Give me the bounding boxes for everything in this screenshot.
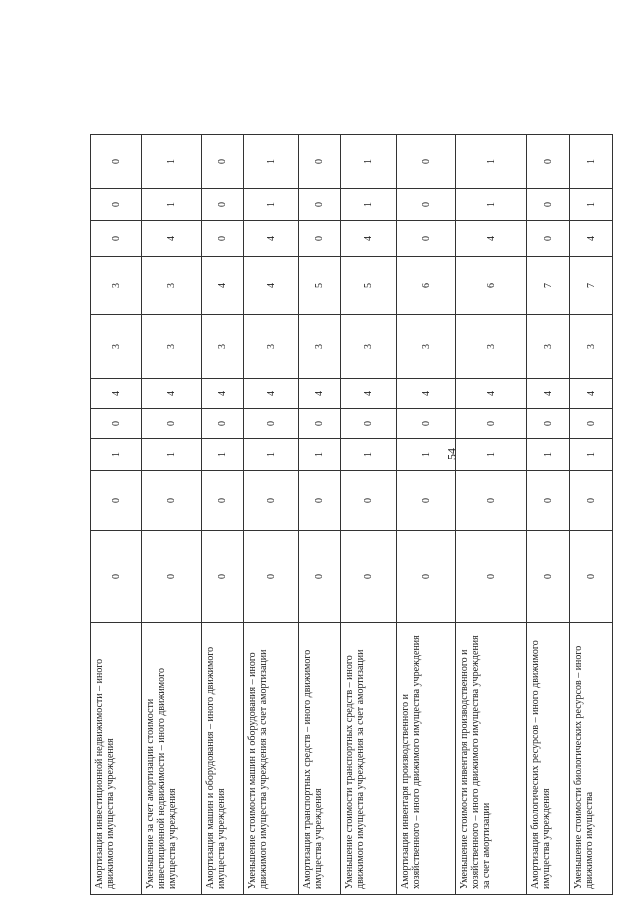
code-cell: 1 (570, 439, 613, 471)
code-cell: 0 (341, 531, 397, 623)
code-cell: 4 (244, 257, 299, 315)
code-cell: 4 (299, 379, 341, 409)
code-cell: 1 (244, 439, 299, 471)
code-cell: 4 (202, 257, 244, 315)
code-cell: 4 (397, 379, 456, 409)
code-cell: 4 (456, 221, 527, 257)
code-cell: 4 (244, 221, 299, 257)
code-cell: 0 (142, 531, 202, 623)
row-description: Амортизация транспортных средств – иного движимого имущества учреждения (299, 623, 341, 895)
row-description: Уменьшение стоимости транспортных средств – иного движимого имущества учреждения за счет амортизации (341, 623, 397, 895)
code-cell: 3 (527, 315, 570, 379)
code-cell: 4 (202, 379, 244, 409)
code-cell: 0 (299, 471, 341, 531)
code-cell: 4 (570, 379, 613, 409)
code-cell: 1 (570, 189, 613, 221)
code-cell: 0 (527, 221, 570, 257)
code-cell: 4 (527, 379, 570, 409)
code-cell: 0 (397, 531, 456, 623)
table-row (142, 135, 202, 895)
code-cell: 0 (202, 221, 244, 257)
code-cell: 4 (456, 379, 527, 409)
row-description: Амортизация инвестиционной недвижимости – иного движимого имущества учреждения (91, 623, 142, 895)
code-cell: 0 (202, 471, 244, 531)
table-row (202, 135, 244, 895)
code-cell: 0 (202, 135, 244, 189)
code-cell: 0 (142, 409, 202, 439)
row-description: Уменьшение стоимости биологических ресурсов – иного движимого имущества (570, 623, 613, 895)
code-cell: 0 (397, 135, 456, 189)
code-cell: 3 (299, 315, 341, 379)
row-description: Амортизация биологических ресурсов – иного движимого имущества учреждения (527, 623, 570, 895)
code-cell: 3 (341, 315, 397, 379)
code-cell: 3 (244, 315, 299, 379)
code-cell: 0 (91, 189, 142, 221)
row-description: Уменьшение стоимости машин и оборудования – иного движимого имущества учреждения за счет амортизации (244, 623, 299, 895)
table-row (91, 135, 142, 895)
table-row (341, 135, 397, 895)
code-cell: 0 (341, 471, 397, 531)
code-cell: 0 (244, 531, 299, 623)
code-cell: 3 (202, 315, 244, 379)
code-cell: 0 (244, 471, 299, 531)
table-row (456, 135, 527, 895)
code-cell: 4 (341, 379, 397, 409)
account-table (90, 134, 613, 895)
code-cell: 1 (91, 439, 142, 471)
code-cell: 0 (299, 189, 341, 221)
code-cell: 1 (142, 439, 202, 471)
row-description: Уменьшение стоимости инвентаря производственного и хозяйственного – иного движимого имущества учреждения за счет амортизации (456, 623, 527, 895)
page-number: 54 (444, 448, 459, 460)
code-cell: 4 (341, 221, 397, 257)
code-cell: 7 (527, 257, 570, 315)
code-cell: 0 (397, 409, 456, 439)
code-cell: 0 (570, 531, 613, 623)
code-cell: 3 (142, 315, 202, 379)
code-cell: 0 (456, 471, 527, 531)
code-cell: 1 (299, 439, 341, 471)
code-cell: 0 (527, 531, 570, 623)
code-cell: 0 (202, 531, 244, 623)
code-cell: 0 (91, 135, 142, 189)
code-cell: 0 (299, 135, 341, 189)
code-cell: 3 (570, 315, 613, 379)
code-cell: 0 (570, 409, 613, 439)
code-cell: 0 (91, 221, 142, 257)
code-cell: 0 (456, 531, 527, 623)
code-cell: 0 (527, 409, 570, 439)
row-description: Амортизация инвентаря производственного и хозяйственного – иного движимого имущества учреждения (397, 623, 456, 895)
code-cell: 3 (142, 257, 202, 315)
code-cell: 4 (91, 379, 142, 409)
code-cell: 5 (341, 257, 397, 315)
code-cell: 6 (456, 257, 527, 315)
code-cell: 1 (570, 135, 613, 189)
code-cell: 0 (91, 409, 142, 439)
code-cell: 1 (244, 135, 299, 189)
code-cell: 0 (202, 189, 244, 221)
code-cell: 3 (456, 315, 527, 379)
code-cell: 0 (397, 221, 456, 257)
code-cell: 0 (341, 409, 397, 439)
code-cell: 3 (91, 315, 142, 379)
table-row (527, 135, 570, 895)
table-body (91, 135, 613, 895)
code-cell: 4 (570, 221, 613, 257)
code-cell: 5 (299, 257, 341, 315)
code-cell: 0 (527, 471, 570, 531)
code-cell: 0 (570, 471, 613, 531)
code-cell: 0 (397, 189, 456, 221)
code-cell: 0 (527, 189, 570, 221)
code-cell: 6 (397, 257, 456, 315)
table-row (397, 135, 456, 895)
table-row (244, 135, 299, 895)
code-cell: 4 (142, 379, 202, 409)
code-cell: 1 (456, 439, 527, 471)
code-cell: 0 (142, 471, 202, 531)
code-cell: 1 (397, 439, 456, 471)
code-cell: 1 (341, 439, 397, 471)
code-cell: 1 (142, 135, 202, 189)
row-description: Уменьшение за счет амортизации стоимости инвестиционной недвижимости – иного движимого имущества учреждения (142, 623, 202, 895)
code-cell: 1 (142, 189, 202, 221)
code-cell: 0 (397, 471, 456, 531)
code-cell: 0 (244, 409, 299, 439)
code-cell: 4 (244, 379, 299, 409)
code-cell: 0 (299, 531, 341, 623)
code-cell: 0 (527, 135, 570, 189)
code-cell: 1 (527, 439, 570, 471)
code-cell: 1 (341, 135, 397, 189)
code-cell: 0 (299, 409, 341, 439)
row-description: Амортизация машин и оборудования – иного движимого имущества учреждения (202, 623, 244, 895)
code-cell: 3 (91, 257, 142, 315)
code-cell: 4 (142, 221, 202, 257)
code-cell: 3 (397, 315, 456, 379)
code-cell: 1 (244, 189, 299, 221)
code-cell: 7 (570, 257, 613, 315)
table-row (299, 135, 341, 895)
table-row (570, 135, 613, 895)
code-cell: 0 (91, 531, 142, 623)
code-cell: 1 (202, 439, 244, 471)
rotated-table-container (90, 135, 597, 895)
code-cell: 1 (341, 189, 397, 221)
code-cell: 1 (456, 135, 527, 189)
code-cell: 0 (456, 409, 527, 439)
code-cell: 1 (456, 189, 527, 221)
code-cell: 0 (299, 221, 341, 257)
code-cell: 0 (202, 409, 244, 439)
code-cell: 0 (91, 471, 142, 531)
